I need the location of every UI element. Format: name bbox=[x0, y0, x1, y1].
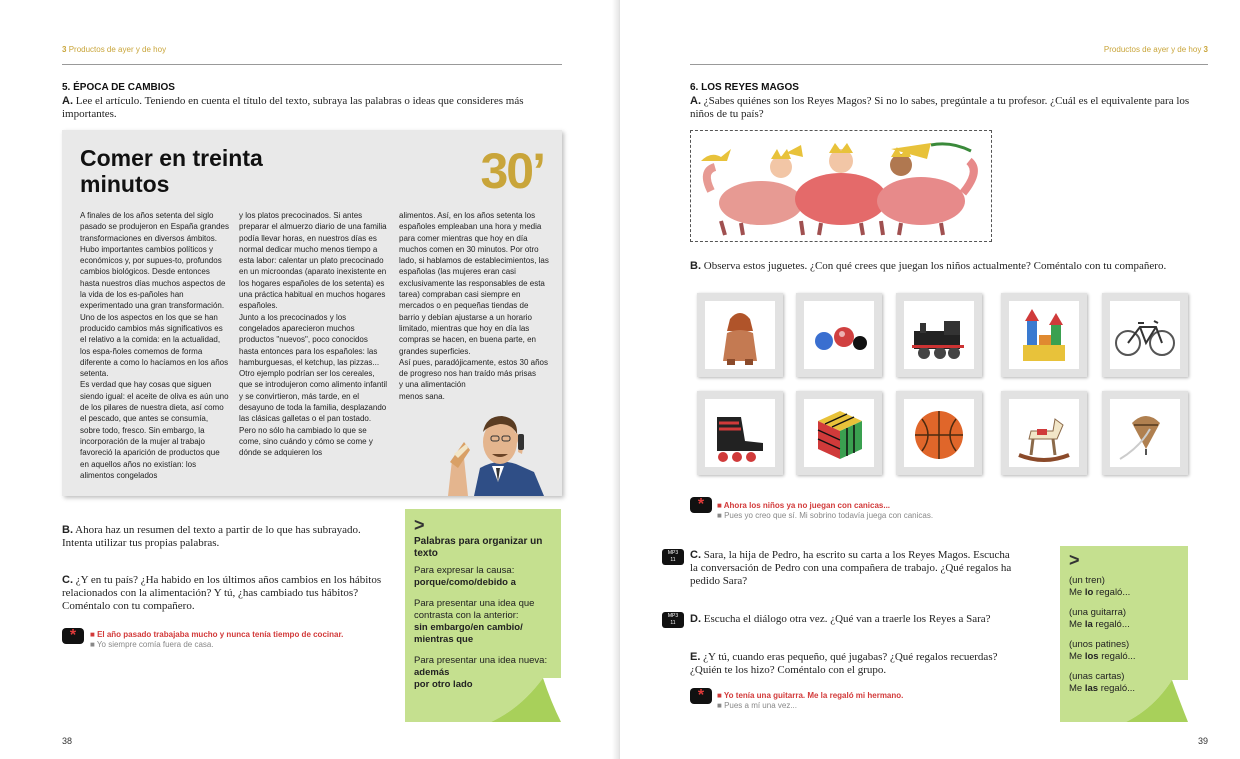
toy-card bbox=[896, 293, 982, 377]
pronoun-example bbox=[1069, 607, 1179, 631]
connector-group-1 bbox=[414, 565, 552, 589]
pronoun-object: (unos patines) bbox=[1069, 639, 1130, 650]
audio-track-icon[interactable] bbox=[662, 549, 684, 565]
exercise-a bbox=[62, 95, 562, 121]
word-box-connectors bbox=[405, 509, 561, 722]
arrow-icon: > bbox=[414, 515, 425, 535]
exercise-text: ¿Y tú, cuando eras pequeño, qué jugabas? ¿Qué regalos recuerdas? ¿Quién te los hizo? Coméntalo con el grupo. bbox=[690, 651, 998, 676]
pronoun-sentence: Me lo regaló... bbox=[1069, 587, 1131, 598]
rollerskate-icon bbox=[705, 399, 775, 467]
article-column-3: alimentos. Así, en los años setenta los españoles empleaban una hora y media para comer mientras que hoy en día muchos comen en 30 minutos. Por otro lado, si hablamos de establecimientos, las españolas (las mujeres eran casi exclusivamente las responsables de esta tarea) compraban casi siempre en mercados o en pequeñas tiendas de barrio y debían ajustarse a un horario limitado, mientras que hoy en día las compras se hacen, en buena parte, en grandes superficies. Así pues, paradójicamente, estos 30 años de progreso nos han traído más prisas y una alimentación menos sana. bbox=[399, 211, 549, 401]
dialogue-text: Ahora los niños ya no juegan con canicas... bbox=[723, 501, 891, 510]
exercise-text: Lee el artículo. Teniendo en cuenta el título del texto, subraya las palabras o ideas que consideres más importantes. bbox=[62, 95, 524, 120]
exercise-label: A. bbox=[690, 95, 701, 107]
group-label: Para presentar una idea que contrasta con la anterior: bbox=[414, 598, 535, 621]
connector-group-2 bbox=[414, 598, 552, 646]
dialogue-text: Yo siempre comía fuera de casa. bbox=[96, 640, 214, 649]
dialogue-line-2: ■ Pues a mí una vez... bbox=[717, 701, 797, 710]
page-curl-icon bbox=[491, 678, 561, 722]
page-number-left: 38 bbox=[62, 736, 73, 746]
chapter-number: 3 bbox=[62, 45, 67, 54]
blocks-icon bbox=[1009, 301, 1079, 369]
example-dialogue bbox=[717, 691, 1017, 711]
train-icon bbox=[904, 301, 974, 369]
pronoun-list bbox=[1069, 575, 1179, 695]
exercise-b bbox=[690, 260, 1210, 273]
group-value: además bbox=[414, 667, 450, 678]
dialogue-line-1: ■ El año pasado trabajaba mucho y nunca tenía tiempo de cocinar. bbox=[90, 630, 344, 639]
bicycle-icon bbox=[1110, 301, 1180, 369]
speech-star-icon: * bbox=[690, 497, 712, 513]
exercise-label: C. bbox=[690, 549, 701, 561]
toy-card bbox=[1102, 293, 1188, 377]
running-head-left bbox=[62, 45, 166, 54]
article-box bbox=[62, 130, 562, 496]
article-big-number: 30’ bbox=[480, 143, 544, 199]
running-head-right bbox=[1104, 45, 1208, 54]
exercise-label: A. bbox=[62, 95, 73, 107]
audio-track-icon[interactable] bbox=[662, 612, 684, 628]
dialogue-line-2: ■ Pues yo creo que sí. Mi sobrino todavía juega con canicas. bbox=[717, 511, 934, 520]
toy-card bbox=[896, 391, 982, 475]
right-page bbox=[620, 0, 1240, 759]
section-title: 6. LOS REYES MAGOS bbox=[690, 82, 799, 93]
pronoun-sentence: Me la regaló... bbox=[1069, 619, 1130, 630]
exercise-text: ¿Y en tu país? ¿Ha habido en los últimos años cambios en los hábitos relacionados con la alimentación? Y tú, ¿has cambiado tus hábitos? Coméntalo con tu compañero. bbox=[62, 574, 382, 612]
exercise-c bbox=[62, 574, 382, 613]
chapter-number: 3 bbox=[1203, 45, 1208, 54]
exercise-a bbox=[690, 95, 1190, 121]
dialogue-line-1: ■ Ahora los niños ya no juegan con canicas... bbox=[717, 501, 891, 510]
marbles-icon bbox=[804, 301, 874, 369]
example-dialogue bbox=[90, 630, 390, 650]
exercise-text: Observa estos juguetes. ¿Con qué crees que juegan los niños actualmente? Coméntalo con tu compañero. bbox=[703, 260, 1167, 272]
pronoun-object: (un tren) bbox=[1069, 575, 1105, 586]
group-label: Para expresar la causa: bbox=[414, 565, 515, 576]
article-column-1: A finales de los años setenta del siglo pasado se produjeron en España grandes transformaciones en diversos ámbitos. Hubo importantes cambios políticos y económicos y, por supues-to, profundos cambios biológicos. Desde entonces hasta nuestros días muchos aspectos de la vida de los es-pañoles han experimentado una gran transformación. Uno de los aspectos en los que se han producido cambios más significativos es el relativo a la comida: en la actualidad, los espa-ñoles comemos de forma diferente a como lo hacíamos en los años setenta. Es verdad que hay cosas que siguen siendo igual: el aceite de oliva es aún uno de los pilares de nuestra dieta, así como el pescado, que antes se consumía, sobre todo, fresco. Sin embargo, la incorporación de la mujer al trabajo favoreció la aparición de productos que en aquellos años no existían: los alimentos congelados bbox=[80, 211, 229, 480]
toy-card bbox=[697, 293, 783, 377]
toy-card bbox=[697, 391, 783, 475]
exercise-text: Escucha el diálogo otra vez. ¿Qué van a traerle los Reyes a Sara? bbox=[703, 613, 991, 625]
spinning-top-icon bbox=[1110, 399, 1180, 467]
man-eating-photo bbox=[434, 402, 562, 496]
toy-card bbox=[796, 293, 882, 377]
exercise-label: B. bbox=[690, 260, 701, 272]
arrow-icon: > bbox=[1069, 550, 1080, 570]
dialogue-text: Pues a mí una vez... bbox=[724, 701, 797, 710]
speech-star-icon: * bbox=[62, 628, 84, 644]
reyes-magos-illustration bbox=[690, 130, 992, 242]
pronoun-sentence: Me los regaló... bbox=[1069, 651, 1136, 662]
exercise-text: ¿Sabes quiénes son los Reyes Magos? Si no lo sabes, pregúntale a tu profesor. ¿Cuál es el equivalente para los niños de tu país? bbox=[690, 95, 1190, 120]
dialogue-text: Pues yo creo que sí. Mi sobrino todavía juega con canicas. bbox=[724, 511, 934, 520]
exercise-e bbox=[690, 651, 1030, 677]
dialogue-text: Yo tenía una guitarra. Me la regaló mi hermano. bbox=[723, 691, 904, 700]
audio-label: MP3 bbox=[667, 613, 679, 619]
group-value: por otro lado bbox=[414, 679, 473, 690]
pronoun-object: (una guitarra) bbox=[1069, 607, 1127, 618]
group-value: sin embargo/en cambio/ mientras que bbox=[414, 622, 523, 645]
page-number-right: 39 bbox=[1197, 736, 1208, 746]
dialogue-line-2: ■ Yo siempre comía fuera de casa. bbox=[90, 640, 214, 649]
word-box-title: Palabras para organizar un texto bbox=[414, 536, 543, 559]
group-value: porque/como/debido a bbox=[414, 577, 516, 588]
exercise-text: Sara, la hija de Pedro, ha escrito su carta a los Reyes Magos. Escucha la conversación de Pedro con una compañera de trabajo. ¿Qué regalos ha pedido Sara? bbox=[690, 549, 1012, 587]
pronoun-box bbox=[1060, 546, 1188, 722]
pronoun-example bbox=[1069, 639, 1179, 663]
dialogue-text: El año pasado trabajaba mucho y nunca tenía tiempo de cocinar. bbox=[97, 630, 344, 639]
pronoun-example bbox=[1069, 575, 1179, 599]
example-dialogue bbox=[717, 501, 1037, 521]
exercise-c bbox=[690, 549, 1020, 588]
exercise-text: Ahora haz un resumen del texto a partir de lo que has subrayado. Intenta utilizar tus propias palabras. bbox=[62, 524, 361, 549]
exercise-label: D. bbox=[690, 613, 701, 625]
header-rule bbox=[62, 64, 562, 65]
exercise-label: E. bbox=[690, 651, 701, 663]
page-curl-icon bbox=[1126, 680, 1188, 722]
rocking-horse-icon bbox=[1009, 399, 1079, 467]
pronoun-sentence: Me las regaló... bbox=[1069, 683, 1136, 694]
audio-track-number: 11 bbox=[670, 557, 676, 563]
doll-icon bbox=[705, 301, 775, 369]
toy-card bbox=[1001, 293, 1087, 377]
three-kings-drawing bbox=[691, 131, 991, 241]
article-title: Comer en treinta minutos bbox=[80, 145, 263, 197]
running-head-text: Productos de ayer y de hoy bbox=[1103, 45, 1202, 54]
exercise-b bbox=[62, 524, 382, 550]
speech-star-icon: * bbox=[690, 688, 712, 704]
group-label: Para presentar una idea nueva: bbox=[414, 655, 548, 666]
section-title: 5. ÉPOCA DE CAMBIOS bbox=[62, 82, 175, 93]
toy-card bbox=[1001, 391, 1087, 475]
header-rule bbox=[690, 64, 1208, 65]
article-column-2: y los platos precocinados. Si antes preparar el almuerzo diario de una familia podía llevar horas, en nuestros días es normal dedicar mucho menos tiempo a esta labor: calentar un plato precocinado en un microondas (aparato inexistente en los hogares españoles de los setenta) es una práctica habitual en muchos hogares españoles. Junto a los precocinados y los congelados aparecieron muchos productos "nuevos", poco conocidos hasta entonces para los españoles: las hamburguesas, el ketchup, las pizzas... Otro ejemplo podrían ser los cereales, que se introdujeron como alimento infantil y se convirtieron, más tarde, en el desayuno de toda la familia, desplazando las clásicas galletas o el pan tostado. Pero no sólo ha cambiado lo que se come, sino cuándo y cómo se come y dónde se adquieren los bbox=[239, 211, 388, 458]
pronoun-object: (unas cartas) bbox=[1069, 671, 1125, 682]
toy-card bbox=[796, 391, 882, 475]
exercise-d bbox=[690, 613, 1020, 626]
exercise-label: C. bbox=[62, 574, 73, 586]
running-head-text: Productos de ayer y de hoy bbox=[68, 45, 167, 54]
basketball-icon bbox=[904, 399, 974, 467]
toy-card bbox=[1102, 391, 1188, 475]
audio-label: MP3 bbox=[667, 550, 679, 556]
exercise-label: B. bbox=[62, 524, 73, 536]
audio-track-number: 11 bbox=[670, 620, 676, 626]
dialogue-line-1: ■ Yo tenía una guitarra. Me la regaló mi hermano. bbox=[717, 691, 904, 700]
rubiks-cube-icon bbox=[804, 399, 874, 467]
